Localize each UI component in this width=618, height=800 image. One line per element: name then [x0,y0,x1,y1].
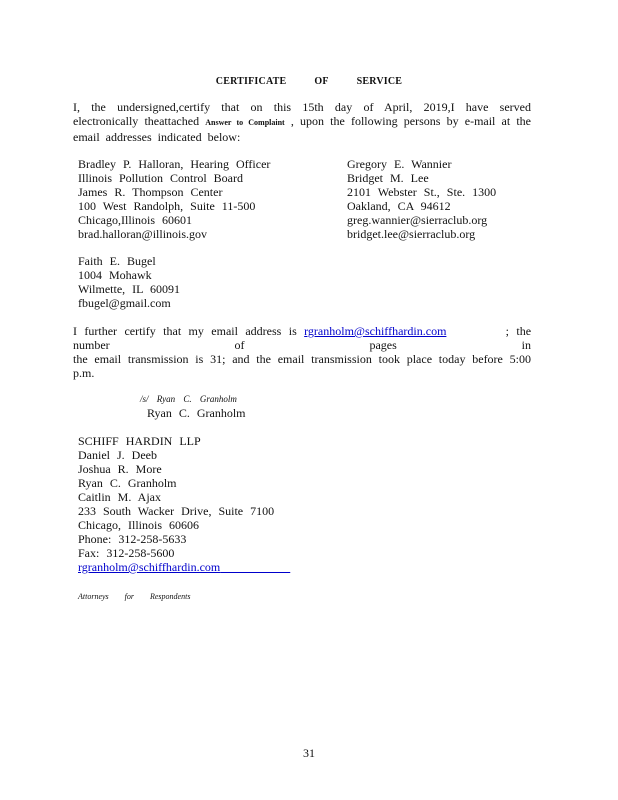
address-line: Illinois Pollution Control Board [78,171,244,185]
address-email: brad.halloran@illinois.gov [78,227,208,241]
document-name: Answer to Complaint [205,118,285,127]
attorney-name: Ryan C. Granholm [78,476,177,490]
attorneys-for-label: Attorneys for Respondents [78,592,191,601]
address-line: Gregory E. Wannier [347,157,452,171]
title-word: SERVICE [356,76,403,87]
intro-text: electronically theattached [73,114,200,128]
title-word: CERTIFICATE [215,76,287,87]
email-link[interactable]: rgranholm@schiffhardin.com [304,324,447,338]
address-line: Bradley P. Halloran, Hearing Officer [78,157,271,171]
address-line: Faith E. Bugel [78,254,156,268]
link-underline-tail [220,560,290,574]
address-line: Chicago,Illinois 60601 [78,213,192,227]
firm-email-link[interactable]: rgranholm@schiffhardin.com [78,560,221,574]
firm-address: Chicago, Illinois 60606 [78,518,199,532]
signature-name: Ryan C. Granholm [147,406,246,420]
firm-name: SCHIFF HARDIN LLP [78,434,201,448]
recipient-address-sierraclub [347,157,496,241]
address-line: 2101 Webster St., Ste. 1300 [347,185,497,199]
address-email: greg.wannier@sierraclub.org [347,213,488,227]
address-line: Bridget M. Lee [347,171,429,185]
intro-line: I, the undersigned,certify that on this 15th day of April, 2019,I have served [73,100,531,114]
intro-line [73,114,531,130]
attorney-name: Daniel J. Deeb [78,448,157,462]
intro-paragraph [73,100,531,144]
intro-text: , upon the following persons by e-mail at the [290,114,532,128]
certify-line [73,324,531,352]
title-word: OF [314,76,329,87]
firm-address: 233 South Wacker Drive, Suite 7100 [78,504,275,518]
attorney-name: Caitlin M. Ajax [78,490,161,504]
address-line: Oakland, CA 94612 [347,199,451,213]
recipient-address-bugel [78,254,180,310]
certify-text: I further certify that my email address is [73,324,297,338]
address-line: Wilmette, IL 60091 [78,282,181,296]
address-line: 100 West Randolph, Suite 11-500 [78,199,256,213]
attorney-name: Joshua R. More [78,462,162,476]
firm-phone: Phone: 312-258-5633 [78,532,187,546]
address-email: bridget.lee@sierraclub.org [347,227,476,241]
certify-line: the email transmission is 31; and the email transmission took place today before 5:00 p.m. [73,352,531,380]
recipient-address-halloran [78,157,270,241]
certify-text: ; the number of pages in [73,324,532,352]
page-number: 31 [303,746,315,760]
address-line: 1004 Mohawk [78,268,152,282]
address-email: fbugel@gmail.com [78,296,171,310]
firm-fax: Fax: 312-258-5600 [78,546,175,560]
signature-script: /s/ Ryan C. Granholm [140,394,237,404]
firm-block [78,434,290,574]
document-title [0,75,618,89]
certify-paragraph [73,324,531,380]
intro-line: email addresses indicated below: [73,130,241,144]
address-line: James R. Thompson Center [78,185,223,199]
